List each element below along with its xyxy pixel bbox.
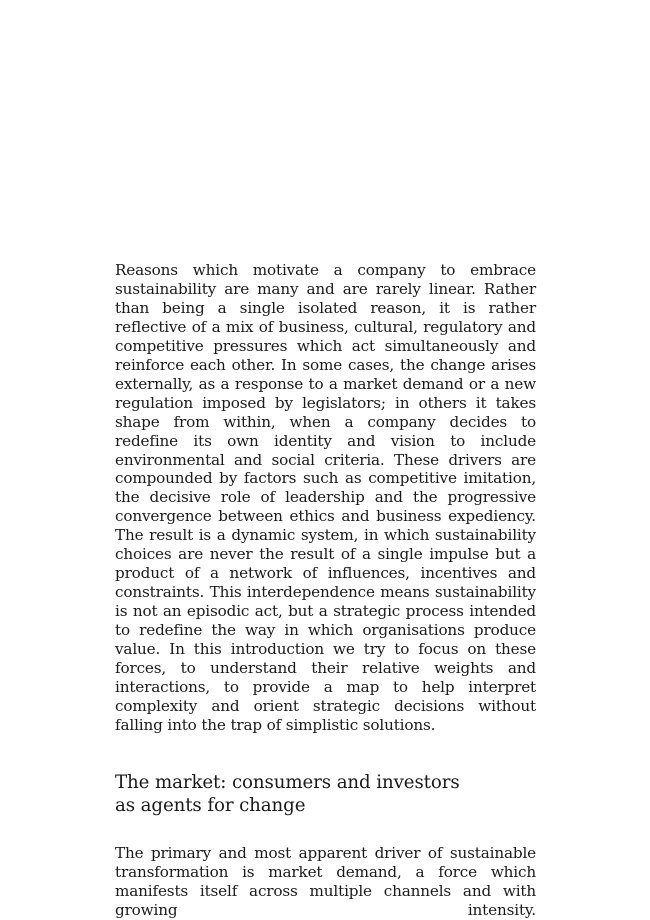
intro-paragraph: Reasons which motivate a company to embrace sustainability are many and are rarely linear. Rather than being a single isolated reason, it is rather reflective of a mix of business, cultural, regulatory and competitive pressures which act simultaneously and reinforce each other. In some cases, the change arises externally, as a response to a market demand or a new regulation imposed by legislators; in others it takes shape from within, when a company decides to redefine its own identity and vision to include environmental and social criteria. These drivers are compounded by factors such as competitive imitation, the decisive role of leadership and the progressive convergence between ethics and business expediency. The result is a dynamic system, in which sustainability choices are never the result of a single impulse but a product of a network of influences, incentives and constraints. This interdependence means sustainability is not an episodic act, but a strategic process intended to redefine the way in which organisations produce value. In this introduction we try to focus on these forces, to understand their relative weights and interactions, to provide a map to help interpret complexity and orient strategic decisions without falling into the trap of simplistic solutions.	[115, 261, 536, 734]
section-paragraph: The primary and most apparent driver of sustainable transformation is market demand, a force which manifests itself across multiple channels and with growing intensity.	[115, 843, 536, 919]
section-heading: The market: consumers and investors as agents for change	[115, 771, 460, 816]
page-content	[115, 261, 536, 920]
